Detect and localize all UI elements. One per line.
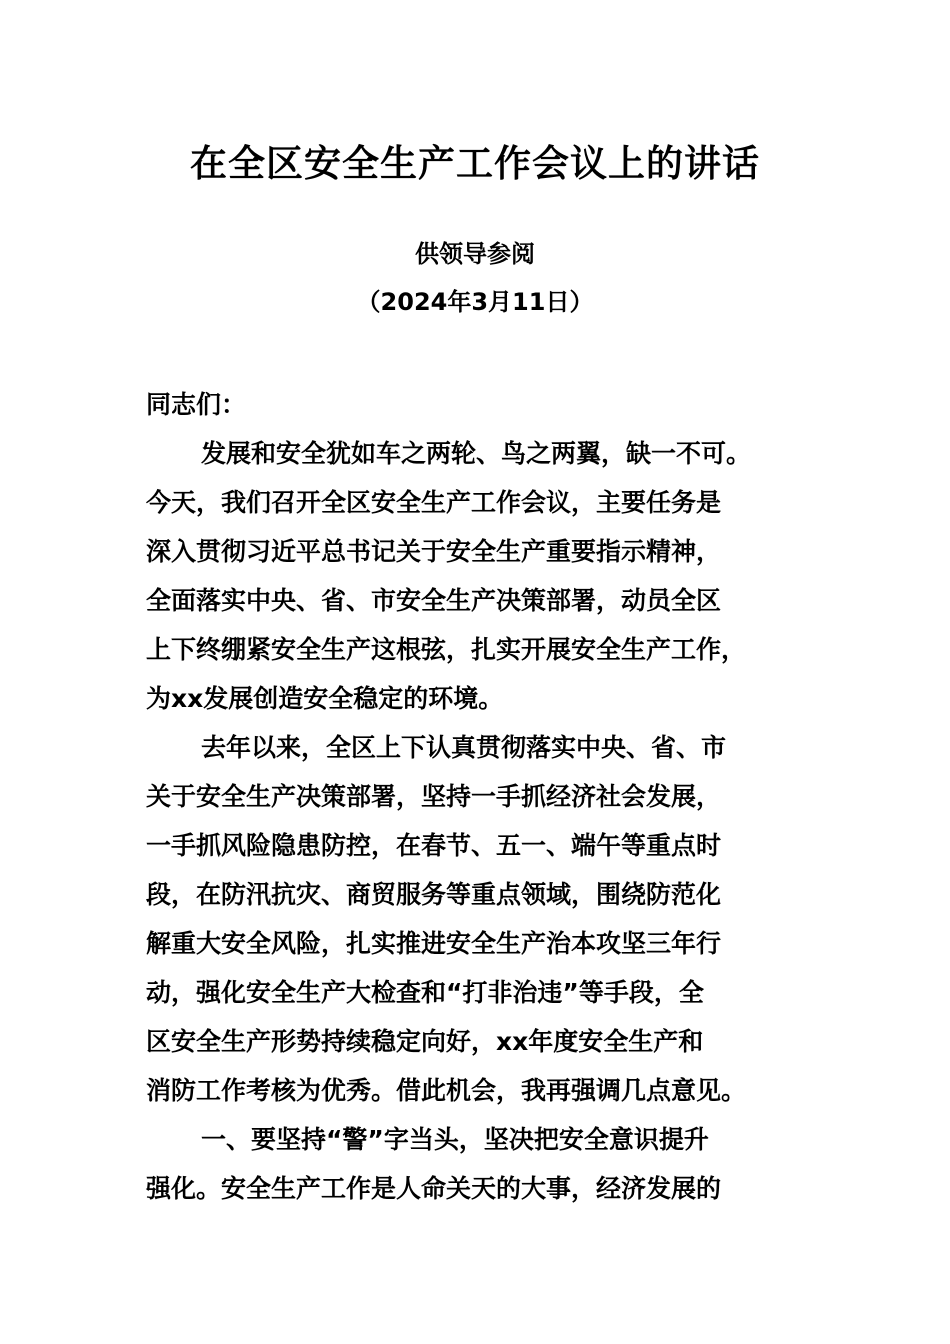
section-heading-line: 一、要坚持“警”字当头，坚决把安全意识提升 [201, 1125, 709, 1154]
paragraph-line: 去年以来，全区上下认真贯彻落实中央、省、市 [201, 733, 727, 762]
document-body [146, 380, 818, 1213]
paragraph-line: 今天，我们召开全区安全生产工作会议，主要任务是 [146, 488, 722, 517]
document-date: （2024年3月11日） [356, 288, 594, 316]
paragraph-line: 上下终绷紧安全生产这根弦，扎实开展安全生产工作， [146, 635, 747, 664]
paragraph-2 [146, 723, 818, 1115]
paragraph-line: 解重大安全风险，扎实推进安全生产治本攻坚三年行 [146, 929, 722, 958]
paragraph-3 [146, 1115, 818, 1213]
paragraph-line: 发展和安全犹如车之两轮、鸟之两翼，缺一不可。 [201, 439, 752, 468]
paragraph-line: 为xx发展创造安全稳定的环境。 [146, 684, 504, 713]
paragraph-line: 深入贯彻习近平总书记关于安全生产重要指示精神， [146, 537, 722, 566]
paragraph-line: 全面落实中央、省、市安全生产决策部署，动员全区 [146, 586, 722, 615]
paragraph-line: 动，强化安全生产大检查和“打非治违”等手段，全 [146, 978, 704, 1007]
paragraph-line: 段，在防汛抗灾、商贸服务等重点领域，围绕防范化 [146, 880, 722, 909]
salutation: 同志们： [146, 390, 247, 419]
paragraph-line: 消防工作考核为优秀。借此机会，我再强调几点意见。 [146, 1076, 747, 1105]
paragraph-1 [146, 429, 818, 723]
paragraph-line: 一手抓风险隐患防控，在春节、五一、端午等重点时 [146, 831, 722, 860]
document-subtitle: 供领导参阅 [415, 240, 535, 268]
paragraph-line: 强化。安全生产工作是人命关天的大事，经济发展的 [146, 1174, 722, 1203]
document-title: 在全区安全生产工作会议上的讲话 [190, 142, 760, 185]
paragraph-line: 关于安全生产决策部署，坚持一手抓经济社会发展， [146, 782, 722, 811]
paragraph-line: 区安全生产形势持续稳定向好，xx年度安全生产和 [146, 1027, 704, 1056]
